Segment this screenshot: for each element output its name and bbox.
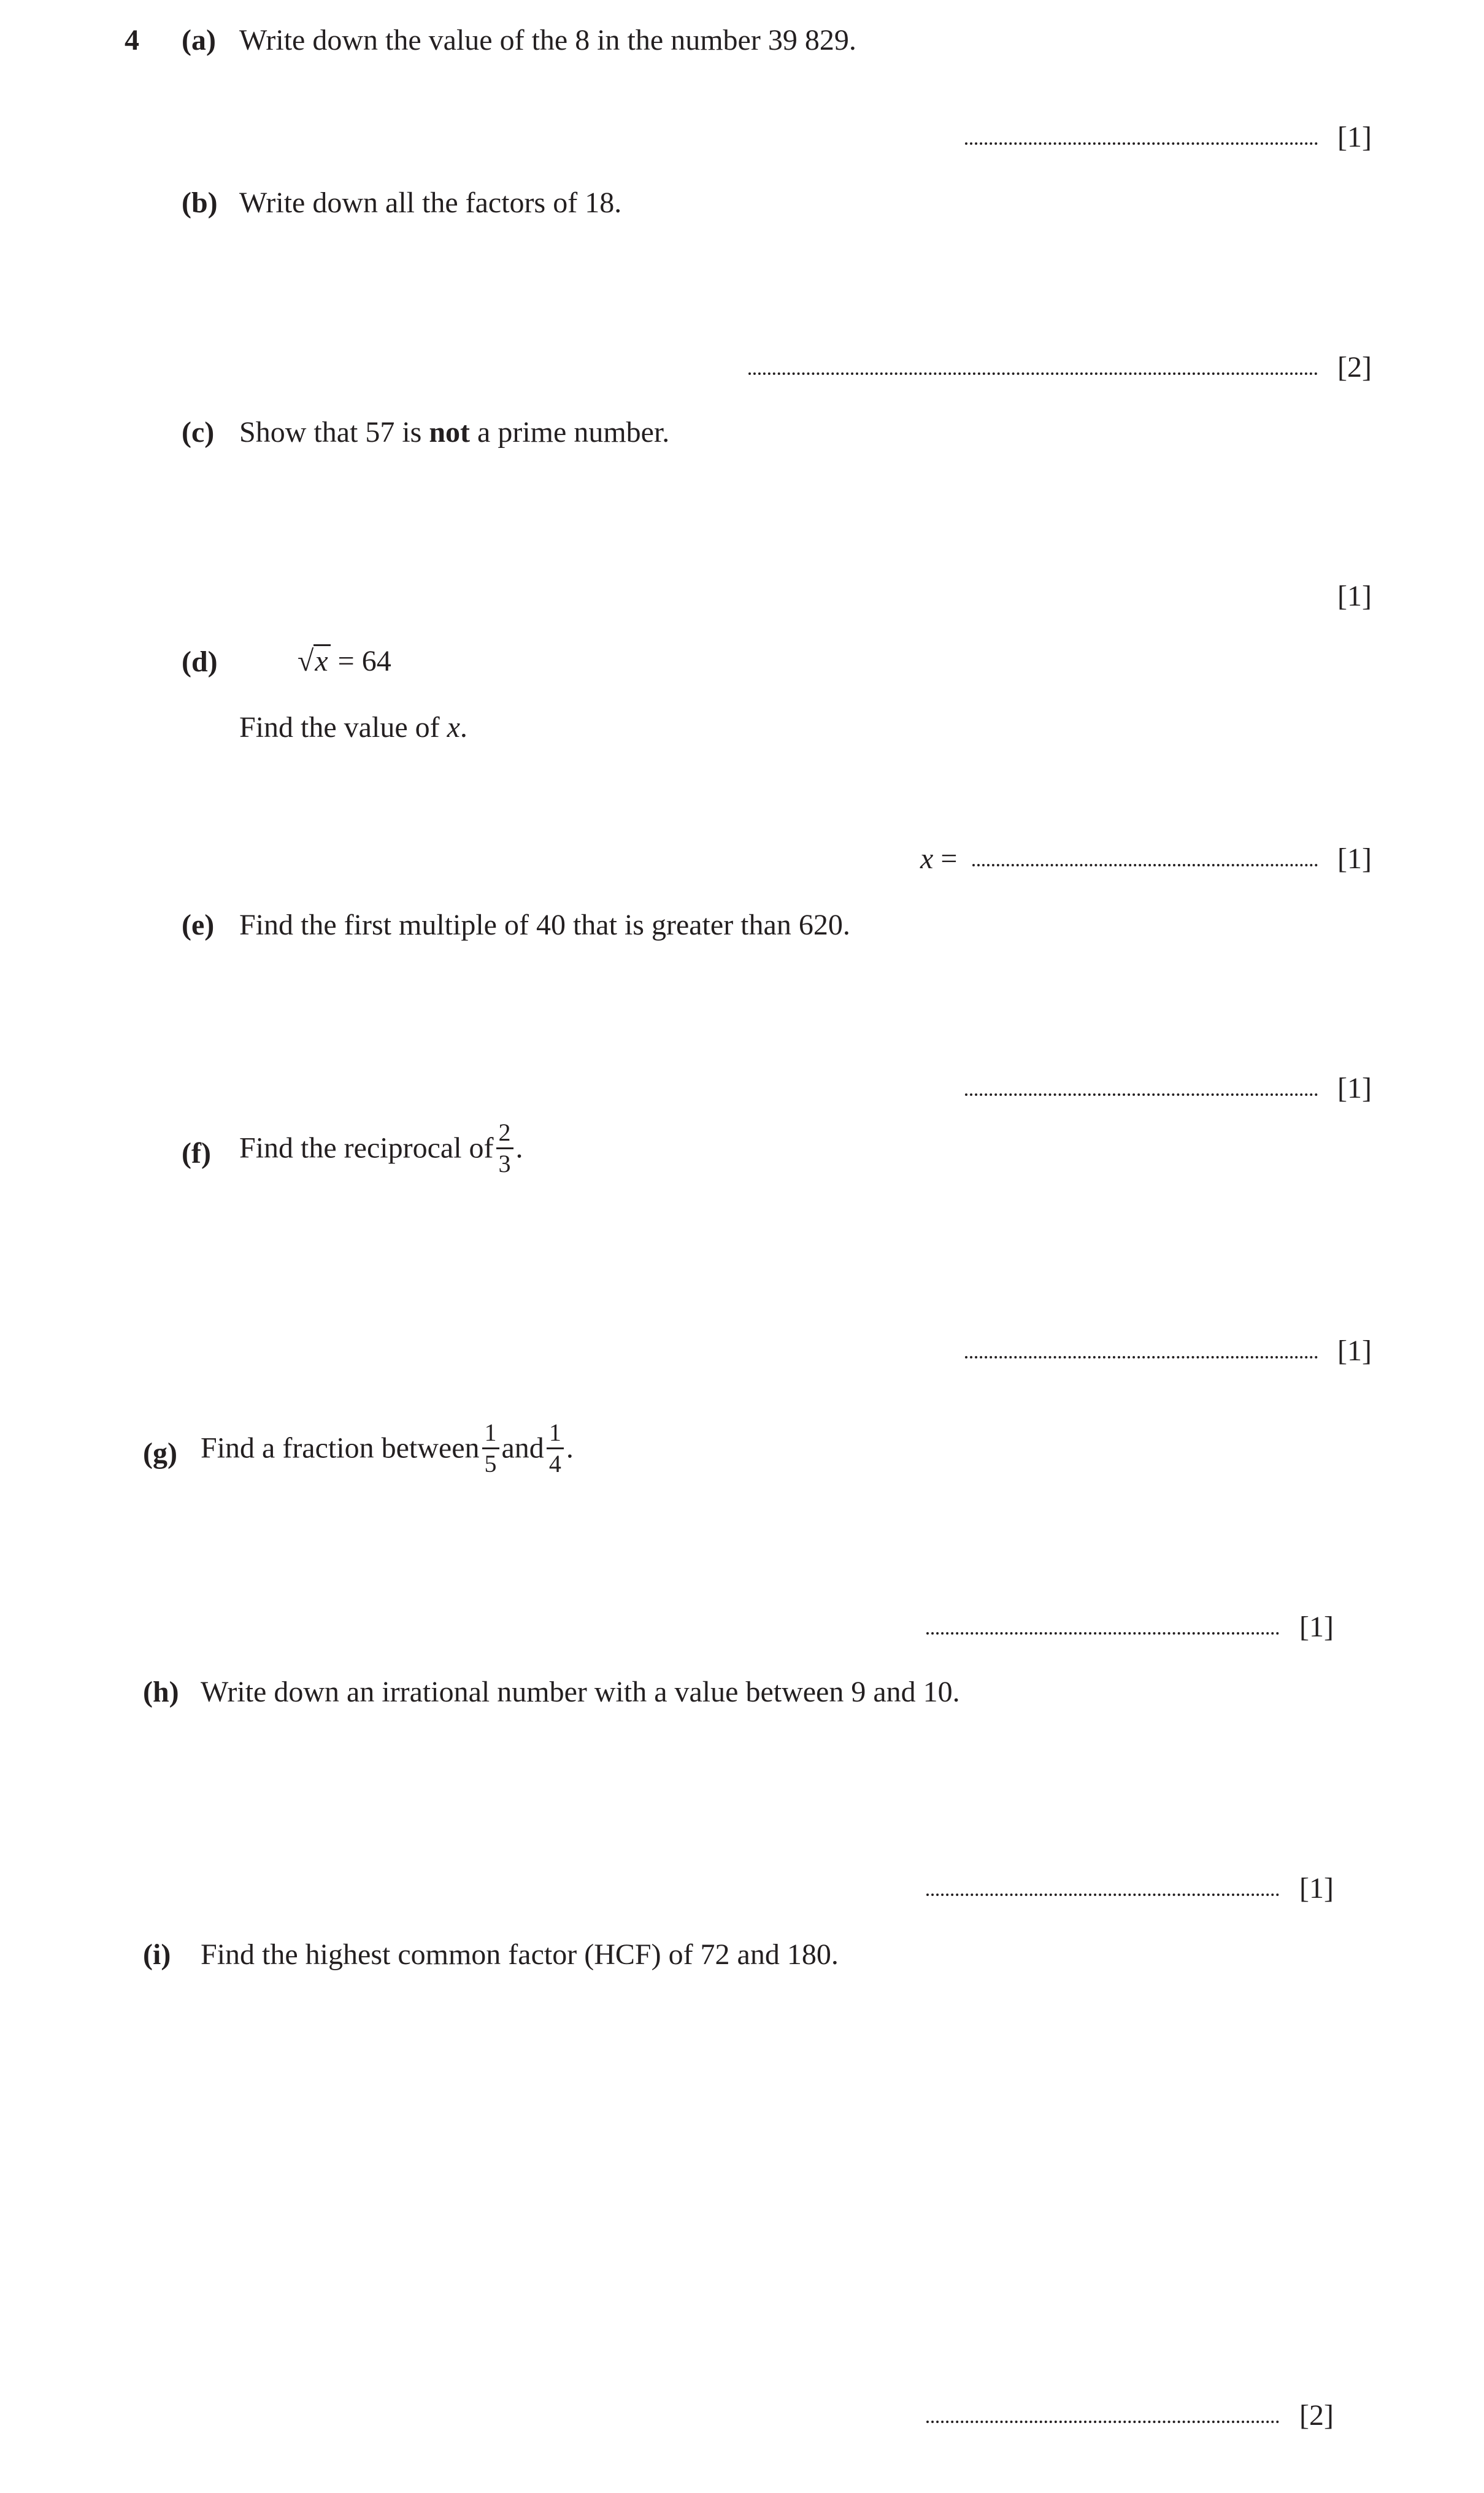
part-e-text: Find the first multiple of 40 that is greater than 620.: [239, 909, 850, 941]
part-d-instruction-var: x: [447, 711, 460, 744]
part-c-mark: [1]: [1337, 580, 1372, 612]
fraction-numerator: 1: [482, 1420, 499, 1449]
part-d-answer-eq: =: [933, 842, 958, 875]
part-d-equation-rest: = 64: [330, 645, 391, 677]
part-a-answer-line[interactable]: [965, 142, 1318, 145]
part-d-answer-line[interactable]: [972, 864, 1318, 866]
part-d-instruction: [239, 713, 467, 742]
part-f-text-before: Find the reciprocal of: [239, 1131, 494, 1165]
part-g-text-mid: and: [501, 1431, 544, 1465]
part-c-label: (c): [182, 416, 215, 449]
sqrt-sign: √: [298, 645, 314, 677]
part-g-text-before: Find a fraction between: [201, 1431, 480, 1465]
part-i-text: Find the highest common factor (HCF) of 72 and 180.: [201, 1938, 839, 1971]
part-g-label: (g): [143, 1437, 177, 1470]
part-d-equation: [298, 644, 391, 677]
part-a-mark: [1]: [1337, 121, 1372, 153]
part-h-label: (h): [143, 1676, 179, 1708]
part-a-text: Write down the value of the 8 in the number 39 829.: [239, 24, 856, 56]
part-d-instruction-after: .: [459, 711, 467, 744]
fraction-numerator: 1: [547, 1420, 564, 1449]
part-f-text: [239, 1119, 523, 1179]
part-h-answer-line[interactable]: [926, 1894, 1279, 1896]
part-g-answer-line[interactable]: [926, 1632, 1279, 1635]
part-e-label: (e): [182, 909, 215, 941]
part-g-text: [201, 1419, 574, 1479]
question-number: 4: [125, 24, 139, 56]
part-b-label: (b): [182, 187, 218, 219]
part-f-label: (f): [182, 1137, 211, 1169]
part-g-fraction-1: [482, 1420, 499, 1476]
fraction-numerator: 2: [496, 1120, 513, 1149]
part-g-mark: [1]: [1299, 1611, 1334, 1643]
part-b-text: Write down all the factors of 18.: [239, 187, 622, 219]
part-e-answer-line[interactable]: [965, 1093, 1318, 1096]
part-d-answer-prefix: [920, 844, 957, 874]
part-d-mark: [1]: [1337, 842, 1372, 875]
part-g-text-after: .: [566, 1431, 574, 1465]
part-c-text-bold: not: [429, 416, 471, 449]
fraction-denominator: 3: [498, 1150, 511, 1177]
part-b-mark: [2]: [1337, 351, 1372, 383]
part-c-text: [239, 418, 669, 447]
square-root: [298, 644, 331, 677]
part-c-text-after: a prime number.: [470, 416, 670, 449]
part-f-fraction: [496, 1120, 513, 1176]
part-d-answer-var: x: [920, 842, 934, 875]
part-f-text-after: .: [515, 1131, 523, 1165]
part-b-answer-line[interactable]: [748, 372, 1318, 375]
part-i-mark: [2]: [1299, 2399, 1334, 2432]
part-g-fraction-2: [547, 1420, 564, 1476]
part-a-label: (a): [182, 24, 216, 56]
part-i-label: (i): [143, 1938, 171, 1971]
fraction-denominator: 5: [484, 1450, 497, 1478]
part-h-text: Write down an irrational number with a value between 9 and 10.: [201, 1676, 960, 1708]
part-f-answer-line[interactable]: [965, 1356, 1318, 1358]
part-i-answer-line[interactable]: [926, 2421, 1279, 2423]
part-d-label: (d): [182, 645, 218, 678]
part-d-instruction-before: Find the value of: [239, 711, 447, 744]
fraction-denominator: 4: [548, 1450, 561, 1478]
sqrt-radicand: x: [313, 644, 330, 677]
part-e-mark: [1]: [1337, 1072, 1372, 1104]
part-c-text-before: Show that 57 is: [239, 416, 429, 449]
part-h-mark: [1]: [1299, 1872, 1334, 1905]
part-f-mark: [1]: [1337, 1335, 1372, 1367]
